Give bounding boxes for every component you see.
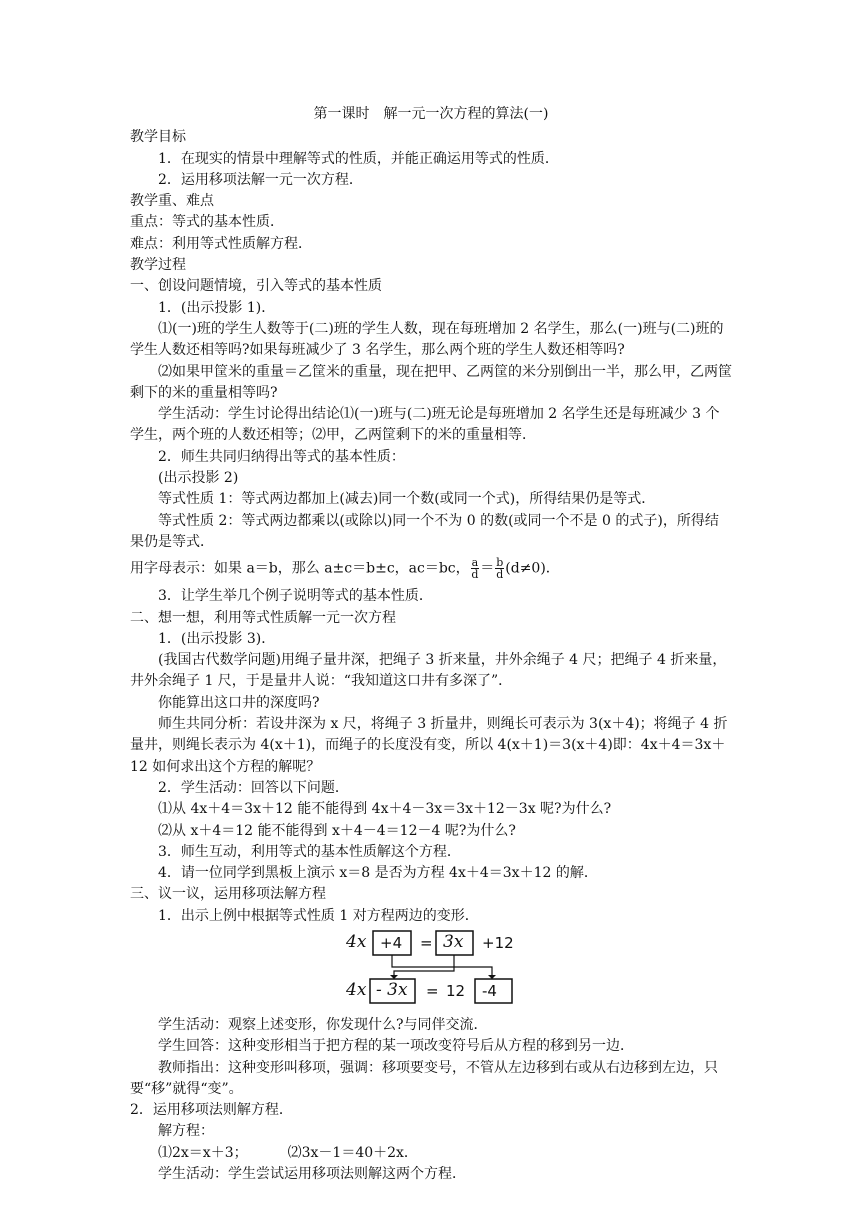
student-answer: 学生回答：这种变形相当于把方程的某一项改变符号后从方程的移到另一边．: [158, 1038, 634, 1055]
letter-representation: [130, 557, 732, 580]
student-activity-3: 学生活动：观察上述变形，你发现什么?与同伴交流．: [158, 1016, 488, 1033]
bottom-minus-4: -4: [482, 981, 497, 1000]
fraction-denominator: d: [496, 568, 504, 582]
objective-2: 2．运用移项法解一元一次方程．: [158, 171, 363, 188]
bottom-12: 12: [446, 981, 466, 1000]
arrow-3x-to-minus3x: [394, 955, 454, 977]
solve-label: 解方程：: [158, 1123, 214, 1140]
section-3-heading: 三、议一议，运用移项法解方程: [130, 886, 326, 903]
top-4x: 4x: [346, 931, 367, 952]
bottom-equals: =: [426, 981, 439, 1000]
projection-2: (出示投影 2): [158, 470, 239, 487]
question-1: ⑴(一)班的学生人数等于(二)班的学生人数，现在每班增加 2 名学生，那么(一)班与(二)班的学生人数还相等吗?如果每班减少了 3 名学生，那么两个班的学生人数还相等吗?: [130, 320, 724, 359]
step-show-transform: 1．出示上例中根据等式性质 1 对方程两边的变形．: [158, 907, 479, 924]
fraction-denominator: d: [471, 568, 479, 582]
depth-question: 你能算出这口井的深度吗?: [158, 694, 320, 711]
step-2: 2．师生共同归纳得出等式的基本性质：: [158, 448, 405, 465]
document-body: [130, 104, 732, 1185]
student-activity-4: 学生活动：学生尝试运用移项法则解这两个方程．: [158, 1166, 466, 1183]
key-point: 重点：等式的基本性质．: [130, 214, 284, 231]
page-title: 第一课时 解一元一次方程的算法(一): [313, 106, 549, 122]
bottom-4x: 4x: [346, 979, 367, 1000]
analysis: 师生共同分析：若设井深为 x 尺，将绳子 3 折量井，则绳长可表示为 3(x＋4)；将绳子 4 折量井，则绳长表示为 4(x＋1)，而绳子的长度没有变，所以 4(x＋1)＝3(x＋4)即：4x＋4＝3x＋12 如何求出这个方程的解呢？: [130, 716, 728, 775]
projection-1: 1．(出示投影 1)．: [158, 299, 276, 316]
top-3x: 3x: [443, 931, 464, 952]
property-1: 等式性质 1：等式两边都加上(减去)同一个数(或同一个式)，所得结果仍是等式．: [158, 491, 656, 508]
top-equals: =: [420, 933, 433, 952]
fraction-a-over-d: [471, 557, 480, 580]
section-1-heading: 一、创设问题情境，引入等式的基本性质: [130, 278, 382, 295]
step-verify: 4．请一位同学到黑板上演示 x＝8 是否为方程 4x＋4＝3x＋12 的解．: [158, 865, 598, 882]
heading-key-points: 教学重、难点: [130, 193, 214, 210]
top-plus-4: +4: [380, 933, 403, 952]
step-3: 3．让学生举几个例子说明等式的基本性质．: [158, 588, 433, 605]
student-activity-1: 学生活动：学生讨论得出结论⑴(一)班与(二)班无论是每班增加 2 名学生还是每班减少 3 个学生，两个班的人数还相等；⑵甲，乙两筐剩下的米的重量相等．: [130, 406, 720, 444]
exercise-2: ⑵3x－1＝40＋2x．: [287, 1144, 418, 1161]
condition-text: (d≠0)．: [505, 560, 560, 577]
arrow-plus4-to-minus4: [392, 955, 492, 977]
sub-question-2: ⑵从 x＋4＝12 能不能得到 x＋4－4＝12－4 呢?为什么?: [158, 822, 516, 839]
ancient-problem: (我国古代数学问题)用绳子量井深，把绳子 3 折来量，井外余绳子 4 尺；把绳子 4 折来量，井外余绳子 1 尺，于是量井人说：“我知道这口井有多深了”．: [130, 652, 727, 690]
exercise-row: [130, 1143, 732, 1164]
objective-1: 1．在现实的情景中理解等式的性质，并能正确运用等式的性质．: [158, 150, 559, 167]
step-interaction: 3．师生互动，利用等式的基本性质解这个方程．: [158, 843, 461, 860]
teacher-note: 教师指出：这种变形叫移项，强调：移项要变号，不管从左边移到右或从右边移到左边，只要“移”就得“变”。: [130, 1059, 718, 1097]
property-2: 等式性质 2：等式两边都乘以(或除以)同一个不为 0 的数(或同一个不是 0 的式子)，所得结果仍是等式．: [130, 512, 719, 550]
projection-3: 1．(出示投影 3)．: [158, 630, 276, 647]
step-apply-rule: 2．运用移项法则解方程．: [130, 1102, 293, 1119]
section-2-heading: 二、想一想，利用等式性质解一元一次方程: [130, 609, 396, 626]
exercise-1: ⑴2x＝x＋3；: [158, 1144, 248, 1161]
transposition-diagram: [130, 929, 732, 1011]
fraction-b-over-d: [495, 557, 504, 580]
heading-objectives: 教学目标: [130, 129, 186, 146]
letter-representation-text: 用字母表示：如果 a＝b，那么 a±c＝b±c，ac＝bc，: [130, 560, 470, 577]
fraction-numerator: a: [471, 556, 479, 570]
bottom-minus-3x: - 3x: [376, 979, 408, 1000]
question-2: ⑵如果甲筐米的重量＝乙筐米的重量，现在把甲、乙两筐的米分别倒出一半，那么甲，乙两筐剩下的米的重量相等吗?: [130, 363, 732, 401]
sub-question-1: ⑴从 4x＋4＝3x＋12 能不能得到 4x＋4－3x＝3x＋12－3x 呢?为什么?: [158, 801, 612, 818]
heading-process: 教学过程: [130, 257, 186, 274]
difficult-point: 难点：利用等式性质解方程．: [130, 235, 312, 252]
top-plus-12: +12: [482, 933, 514, 952]
equals-sign: ＝: [480, 560, 495, 577]
fraction-numerator: b: [496, 556, 504, 570]
student-activity-2: 2．学生活动：回答以下问题．: [158, 779, 349, 796]
